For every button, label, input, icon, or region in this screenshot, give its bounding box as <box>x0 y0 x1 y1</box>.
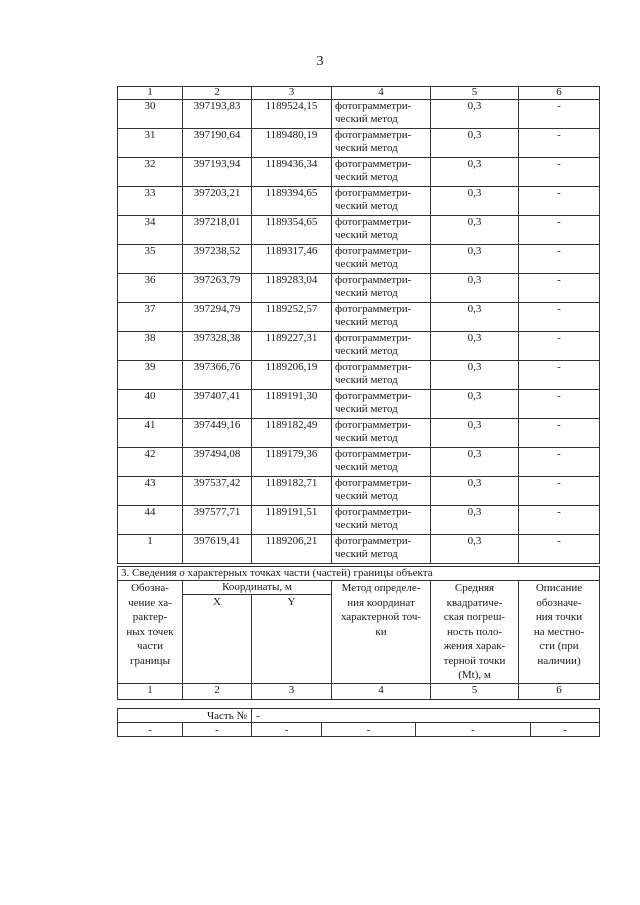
accuracy: 0,3 <box>431 332 519 361</box>
method-line-1: фотограмметри- <box>335 535 412 547</box>
y-coordinate: 1189283,04 <box>252 274 332 303</box>
method-line-2: ческий метод <box>335 316 398 328</box>
column-number: 1 <box>118 87 183 100</box>
column-number: 4 <box>332 87 431 100</box>
method-line-2: ческий метод <box>335 258 398 270</box>
point-number: 1 <box>118 535 183 564</box>
method-line-2: ческий метод <box>335 490 398 502</box>
x-coordinate: 397619,41 <box>183 535 252 564</box>
accuracy: 0,3 <box>431 129 519 158</box>
method-line-1: фотограмметри- <box>335 477 412 489</box>
x-coordinate: 397366,76 <box>183 361 252 390</box>
column-number: 3 <box>252 683 332 699</box>
table-row <box>118 245 600 274</box>
accuracy: 0,3 <box>431 216 519 245</box>
description: - <box>519 303 600 332</box>
description: - <box>519 332 600 361</box>
part-number-row <box>117 708 600 723</box>
column-number: 2 <box>183 683 252 699</box>
table-row <box>118 361 600 390</box>
method-line-2: ческий метод <box>335 142 398 154</box>
method-line-2: ческий метод <box>335 432 398 444</box>
y-header: Y <box>252 594 332 683</box>
point-number: 35 <box>118 245 183 274</box>
table-row <box>118 129 600 158</box>
method <box>332 274 431 303</box>
x-coordinate: 397294,79 <box>183 303 252 332</box>
accuracy: 0,3 <box>431 390 519 419</box>
accuracy-header: Средняя квадратиче- ская погреш- ность поло- жения харак- терной точки (Mt), м <box>431 581 519 684</box>
method-line-2: ческий метод <box>335 461 398 473</box>
table-row <box>118 477 600 506</box>
x-coordinate: 397407,41 <box>183 390 252 419</box>
accuracy: 0,3 <box>431 361 519 390</box>
column-number: 3 <box>252 87 332 100</box>
point-number: 32 <box>118 158 183 187</box>
method <box>332 216 431 245</box>
empty-data-row <box>117 722 600 737</box>
empty-cell: - <box>118 723 183 737</box>
point-number: 44 <box>118 506 183 535</box>
table-row <box>118 390 600 419</box>
x-coordinate: 397203,21 <box>183 187 252 216</box>
method-line-1: фотограмметри- <box>335 448 412 460</box>
method-line-1: фотограмметри- <box>335 303 412 315</box>
method-line-2: ческий метод <box>335 200 398 212</box>
accuracy: 0,3 <box>431 419 519 448</box>
x-coordinate: 397577,71 <box>183 506 252 535</box>
method-line-1: фотограмметри- <box>335 274 412 286</box>
table-row <box>118 303 600 332</box>
accuracy: 0,3 <box>431 535 519 564</box>
section-title: 3. Сведения о характерных точках части (частей) границы объекта <box>118 567 600 581</box>
y-coordinate: 1189480,19 <box>252 129 332 158</box>
table-row <box>118 535 600 564</box>
method <box>332 245 431 274</box>
method-line-2: ческий метод <box>335 171 398 183</box>
table-row <box>118 332 600 361</box>
column-number-row <box>118 87 600 100</box>
point-number: 31 <box>118 129 183 158</box>
x-header: X <box>183 594 252 683</box>
y-coordinate: 1189206,21 <box>252 535 332 564</box>
method-line-1: фотограмметри- <box>335 129 412 141</box>
point-number: 39 <box>118 361 183 390</box>
x-coordinate: 397193,94 <box>183 158 252 187</box>
y-coordinate: 1189227,31 <box>252 332 332 361</box>
description: - <box>519 158 600 187</box>
method <box>332 332 431 361</box>
x-coordinate: 397537,42 <box>183 477 252 506</box>
method <box>332 477 431 506</box>
column-number: 5 <box>431 87 519 100</box>
method-line-2: ческий метод <box>335 519 398 531</box>
point-designation-header: Обозна- чение ха- рактер- ных точек части границы <box>118 581 183 684</box>
coordinates-table <box>117 86 600 564</box>
method-line-2: ческий метод <box>335 287 398 299</box>
point-number: 36 <box>118 274 183 303</box>
description: - <box>519 245 600 274</box>
method-line-2: ческий метод <box>335 403 398 415</box>
accuracy: 0,3 <box>431 506 519 535</box>
coordinates-header: Координаты, м <box>183 581 332 595</box>
description: - <box>519 390 600 419</box>
empty-cell: - <box>252 723 322 737</box>
point-number: 37 <box>118 303 183 332</box>
y-coordinate: 1189354,65 <box>252 216 332 245</box>
method <box>332 390 431 419</box>
method-line-1: фотограмметри- <box>335 332 412 344</box>
description: - <box>519 448 600 477</box>
method <box>332 100 431 129</box>
description: - <box>519 100 600 129</box>
point-number: 30 <box>118 100 183 129</box>
x-coordinate: 397218,01 <box>183 216 252 245</box>
accuracy: 0,3 <box>431 245 519 274</box>
description: - <box>519 506 600 535</box>
method-line-2: ческий метод <box>335 113 398 125</box>
part-points-table <box>117 566 600 700</box>
column-number: 6 <box>519 87 600 100</box>
method <box>332 303 431 332</box>
y-coordinate: 1189182,71 <box>252 477 332 506</box>
point-number: 43 <box>118 477 183 506</box>
method <box>332 129 431 158</box>
accuracy: 0,3 <box>431 274 519 303</box>
y-coordinate: 1189317,46 <box>252 245 332 274</box>
table-row <box>118 506 600 535</box>
y-coordinate: 1189206,19 <box>252 361 332 390</box>
description: - <box>519 274 600 303</box>
table-row <box>118 274 600 303</box>
point-number: 42 <box>118 448 183 477</box>
method-line-2: ческий метод <box>335 229 398 241</box>
y-coordinate: 1189179,36 <box>252 448 332 477</box>
method <box>332 158 431 187</box>
method <box>332 448 431 477</box>
method-line-2: ческий метод <box>335 374 398 386</box>
accuracy: 0,3 <box>431 448 519 477</box>
point-number: 41 <box>118 419 183 448</box>
method-line-2: ческий метод <box>335 548 398 560</box>
point-number: 40 <box>118 390 183 419</box>
table-row <box>118 448 600 477</box>
x-coordinate: 397190,64 <box>183 129 252 158</box>
method-line-1: фотограмметри- <box>335 245 412 257</box>
table-row <box>118 100 600 129</box>
table-row <box>118 158 600 187</box>
part-number-label: Часть № <box>118 709 252 723</box>
description: - <box>519 187 600 216</box>
x-coordinate: 397263,79 <box>183 274 252 303</box>
empty-cell: - <box>416 723 531 737</box>
column-number: 1 <box>118 683 183 699</box>
y-coordinate: 1189252,57 <box>252 303 332 332</box>
point-number: 38 <box>118 332 183 361</box>
method-line-1: фотограмметри- <box>335 390 412 402</box>
method-line-1: фотограмметри- <box>335 100 412 112</box>
accuracy: 0,3 <box>431 303 519 332</box>
y-coordinate: 1189394,65 <box>252 187 332 216</box>
point-number: 34 <box>118 216 183 245</box>
part-number-value: - <box>252 709 600 723</box>
column-number: 4 <box>332 683 431 699</box>
column-number: 2 <box>183 87 252 100</box>
method-header: Метод определе- ния координат характерной точ- ки <box>332 581 431 684</box>
accuracy: 0,3 <box>431 158 519 187</box>
y-coordinate: 1189436,34 <box>252 158 332 187</box>
description: - <box>519 419 600 448</box>
empty-cell: - <box>183 723 252 737</box>
description: - <box>519 535 600 564</box>
method <box>332 535 431 564</box>
accuracy: 0,3 <box>431 477 519 506</box>
accuracy: 0,3 <box>431 100 519 129</box>
column-number: 6 <box>519 683 600 699</box>
description: - <box>519 361 600 390</box>
method-line-2: ческий метод <box>335 345 398 357</box>
description: - <box>519 129 600 158</box>
x-coordinate: 397494,08 <box>183 448 252 477</box>
empty-cell: - <box>322 723 416 737</box>
description-header: Описание обозначе- ния точки на местно- сти (при наличии) <box>519 581 600 684</box>
method <box>332 187 431 216</box>
x-coordinate: 397238,52 <box>183 245 252 274</box>
table-row <box>118 187 600 216</box>
description: - <box>519 216 600 245</box>
method-line-1: фотограмметри- <box>335 506 412 518</box>
method-line-1: фотограмметри- <box>335 187 412 199</box>
method <box>332 361 431 390</box>
table-row <box>118 419 600 448</box>
x-coordinate: 397193,83 <box>183 100 252 129</box>
method <box>332 506 431 535</box>
column-number: 5 <box>431 683 519 699</box>
table-row <box>118 216 600 245</box>
accuracy: 0,3 <box>431 187 519 216</box>
method <box>332 419 431 448</box>
description: - <box>519 477 600 506</box>
point-number: 33 <box>118 187 183 216</box>
method-line-1: фотограмметри- <box>335 216 412 228</box>
y-coordinate: 1189191,51 <box>252 506 332 535</box>
y-coordinate: 1189191,30 <box>252 390 332 419</box>
y-coordinate: 1189182,49 <box>252 419 332 448</box>
x-coordinate: 397449,16 <box>183 419 252 448</box>
method-line-1: фотограмметри- <box>335 419 412 431</box>
empty-cell: - <box>531 723 600 737</box>
y-coordinate: 1189524,15 <box>252 100 332 129</box>
x-coordinate: 397328,38 <box>183 332 252 361</box>
page-number: 3 <box>316 54 324 69</box>
method-line-1: фотограмметри- <box>335 361 412 373</box>
method-line-1: фотограмметри- <box>335 158 412 170</box>
